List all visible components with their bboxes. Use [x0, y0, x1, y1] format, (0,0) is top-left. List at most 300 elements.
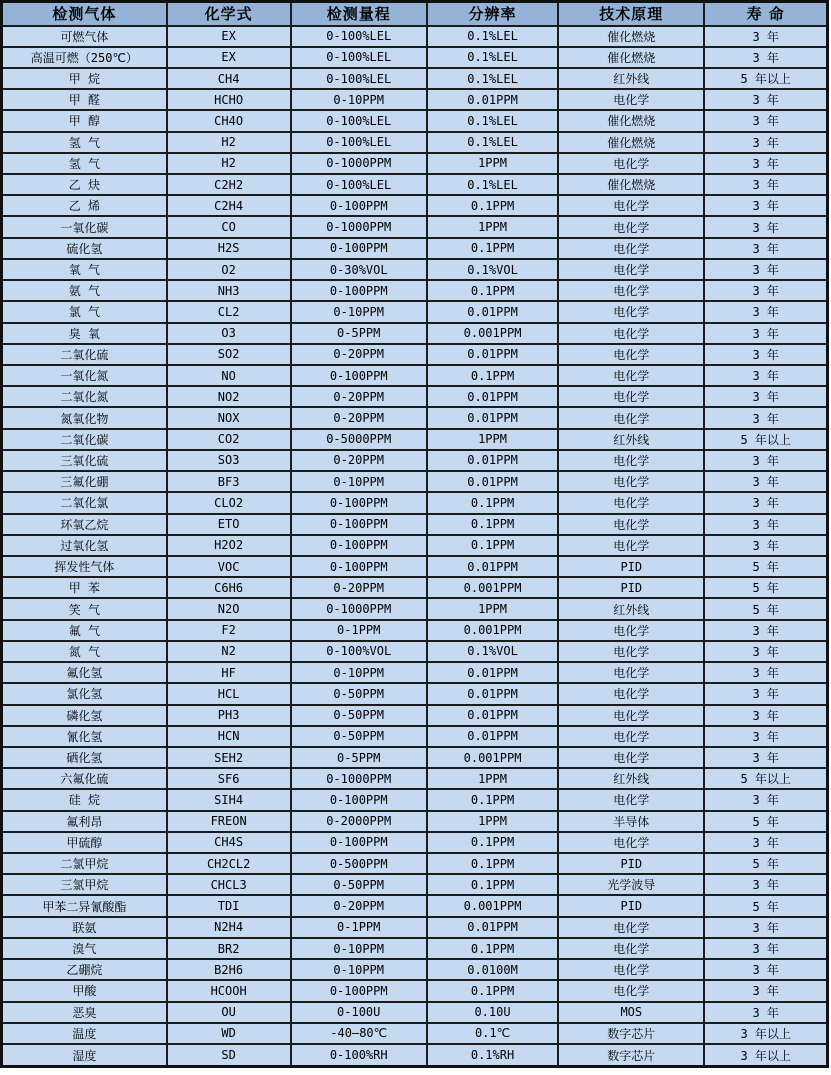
cell-gas-name: 甲 醛	[2, 89, 167, 110]
table-row	[2, 153, 828, 174]
cell-gas-name: 氢 气	[2, 153, 167, 174]
cell-lifespan: 3 年	[704, 874, 827, 895]
cell-formula: H2	[167, 132, 291, 153]
cell-range: 0-20PPM	[291, 344, 427, 365]
cell-principle: 电化学	[558, 492, 704, 513]
cell-formula: CHCL3	[167, 874, 291, 895]
table-row	[2, 811, 828, 832]
cell-gas-name: 甲硫醇	[2, 832, 167, 853]
cell-gas-name: 恶臭	[2, 1002, 167, 1023]
cell-range: 0-30%VOL	[291, 259, 427, 280]
table-row	[2, 1023, 828, 1044]
cell-lifespan: 3 年	[704, 174, 827, 195]
cell-formula: C6H6	[167, 577, 291, 598]
cell-resolution: 1PPM	[427, 811, 558, 832]
cell-principle: 电化学	[558, 344, 704, 365]
cell-principle: 电化学	[558, 238, 704, 259]
cell-lifespan: 3 年	[704, 110, 827, 131]
cell-formula: SO2	[167, 344, 291, 365]
cell-resolution: 0.1PPM	[427, 832, 558, 853]
cell-formula: NO	[167, 365, 291, 386]
cell-lifespan: 3 年以上	[704, 1044, 827, 1067]
cell-range: 0-20PPM	[291, 895, 427, 916]
cell-lifespan: 5 年	[704, 598, 827, 619]
cell-range: 0-10PPM	[291, 471, 427, 492]
cell-resolution: 0.1%LEL	[427, 47, 558, 68]
cell-lifespan: 3 年	[704, 938, 827, 959]
table-row	[2, 344, 828, 365]
cell-principle: 催化燃烧	[558, 110, 704, 131]
cell-formula: VOC	[167, 556, 291, 577]
cell-resolution: 1PPM	[427, 598, 558, 619]
cell-range: 0-100%LEL	[291, 47, 427, 68]
cell-lifespan: 5 年	[704, 811, 827, 832]
cell-resolution: 0.01PPM	[427, 556, 558, 577]
cell-principle: 电化学	[558, 386, 704, 407]
cell-resolution: 0.001PPM	[427, 323, 558, 344]
cell-principle: 红外线	[558, 68, 704, 89]
cell-range: 0-10PPM	[291, 938, 427, 959]
cell-lifespan: 3 年	[704, 238, 827, 259]
cell-principle: 电化学	[558, 89, 704, 110]
cell-lifespan: 3 年	[704, 620, 827, 641]
cell-gas-name: 氮氧化物	[2, 407, 167, 428]
cell-formula: CH4	[167, 68, 291, 89]
cell-lifespan: 3 年以上	[704, 1023, 827, 1044]
cell-principle: 电化学	[558, 938, 704, 959]
cell-range: 0-5000PPM	[291, 429, 427, 450]
cell-resolution: 0.1PPM	[427, 238, 558, 259]
cell-principle: 电化学	[558, 280, 704, 301]
table-row	[2, 853, 828, 874]
cell-gas-name: 甲 苯	[2, 577, 167, 598]
header-cell-lifespan: 寿 命	[704, 2, 827, 26]
cell-gas-name: 挥发性气体	[2, 556, 167, 577]
cell-principle: 电化学	[558, 620, 704, 641]
header-cell-range: 检测量程	[291, 2, 427, 26]
cell-range: 0-100PPM	[291, 280, 427, 301]
cell-principle: 红外线	[558, 768, 704, 789]
table-row	[2, 301, 828, 322]
cell-range: 0-50PPM	[291, 683, 427, 704]
table-row	[2, 641, 828, 662]
cell-lifespan: 3 年	[704, 662, 827, 683]
table-row	[2, 556, 828, 577]
cell-range: 0-100PPM	[291, 556, 427, 577]
cell-gas-name: 乙 烯	[2, 195, 167, 216]
cell-formula: O2	[167, 259, 291, 280]
cell-resolution: 0.01PPM	[427, 450, 558, 471]
cell-range: 0-20PPM	[291, 407, 427, 428]
table-row	[2, 980, 828, 1001]
cell-formula: TDI	[167, 895, 291, 916]
cell-lifespan: 3 年	[704, 471, 827, 492]
cell-gas-name: 一氧化碳	[2, 216, 167, 237]
cell-gas-name: 二氧化碳	[2, 429, 167, 450]
table-row	[2, 110, 828, 131]
cell-resolution: 1PPM	[427, 768, 558, 789]
cell-range: 0-100PPM	[291, 238, 427, 259]
cell-resolution: 0.001PPM	[427, 620, 558, 641]
header-cell-gas: 检测气体	[2, 2, 167, 26]
table-row	[2, 705, 828, 726]
cell-range: 0-100%LEL	[291, 26, 427, 47]
cell-formula: SD	[167, 1044, 291, 1067]
cell-gas-name: 氢 气	[2, 132, 167, 153]
cell-formula: F2	[167, 620, 291, 641]
cell-resolution: 1PPM	[427, 429, 558, 450]
cell-gas-name: 硫化氢	[2, 238, 167, 259]
cell-formula: HCOOH	[167, 980, 291, 1001]
cell-resolution: 0.01PPM	[427, 407, 558, 428]
cell-range: 0-50PPM	[291, 874, 427, 895]
cell-principle: PID	[558, 577, 704, 598]
table-row	[2, 535, 828, 556]
cell-formula: HCN	[167, 726, 291, 747]
cell-principle: 催化燃烧	[558, 47, 704, 68]
table-row	[2, 68, 828, 89]
table-row	[2, 216, 828, 237]
cell-formula: C2H2	[167, 174, 291, 195]
cell-gas-name: 甲酸	[2, 980, 167, 1001]
cell-range: 0-100%LEL	[291, 132, 427, 153]
cell-resolution: 1PPM	[427, 216, 558, 237]
cell-resolution: 0.1%LEL	[427, 110, 558, 131]
cell-resolution: 0.1%LEL	[427, 174, 558, 195]
table-row	[2, 492, 828, 513]
table-row	[2, 959, 828, 980]
table-row	[2, 895, 828, 916]
cell-range: 0-100%LEL	[291, 174, 427, 195]
cell-range: 0-5PPM	[291, 323, 427, 344]
cell-resolution: 0.1PPM	[427, 789, 558, 810]
cell-formula: SF6	[167, 768, 291, 789]
cell-range: 0-100PPM	[291, 980, 427, 1001]
cell-resolution: 1PPM	[427, 153, 558, 174]
cell-principle: 电化学	[558, 514, 704, 535]
cell-gas-name: 氨 气	[2, 280, 167, 301]
table-row	[2, 662, 828, 683]
table-row	[2, 768, 828, 789]
cell-gas-name: 笑 气	[2, 598, 167, 619]
cell-range: 0-100%VOL	[291, 641, 427, 662]
cell-resolution: 0.1℃	[427, 1023, 558, 1044]
cell-formula: C2H4	[167, 195, 291, 216]
cell-gas-name: 溴气	[2, 938, 167, 959]
cell-range: 0-100PPM	[291, 832, 427, 853]
cell-principle: 数字芯片	[558, 1044, 704, 1067]
cell-principle: 电化学	[558, 216, 704, 237]
cell-resolution: 0.001PPM	[427, 895, 558, 916]
cell-gas-name: 氯化氢	[2, 683, 167, 704]
cell-gas-name: 高温可燃（250℃）	[2, 47, 167, 68]
cell-principle: 电化学	[558, 832, 704, 853]
cell-gas-name: 甲 烷	[2, 68, 167, 89]
cell-principle: 半导体	[558, 811, 704, 832]
cell-gas-name: 三氟化硼	[2, 471, 167, 492]
cell-principle: 电化学	[558, 195, 704, 216]
table-row	[2, 726, 828, 747]
cell-range: 0-50PPM	[291, 705, 427, 726]
cell-lifespan: 3 年	[704, 683, 827, 704]
cell-resolution: 0.01PPM	[427, 917, 558, 938]
cell-gas-name: 二氯甲烷	[2, 853, 167, 874]
cell-lifespan: 3 年	[704, 216, 827, 237]
cell-formula: PH3	[167, 705, 291, 726]
cell-gas-name: 过氧化氢	[2, 535, 167, 556]
cell-principle: 电化学	[558, 365, 704, 386]
cell-formula: HCL	[167, 683, 291, 704]
cell-gas-name: 氮 气	[2, 641, 167, 662]
cell-lifespan: 3 年	[704, 789, 827, 810]
cell-lifespan: 3 年	[704, 323, 827, 344]
cell-range: 0-1000PPM	[291, 598, 427, 619]
cell-principle: 电化学	[558, 450, 704, 471]
cell-gas-name: 温度	[2, 1023, 167, 1044]
cell-lifespan: 3 年	[704, 280, 827, 301]
table-row	[2, 280, 828, 301]
table-row	[2, 238, 828, 259]
cell-formula: SEH2	[167, 747, 291, 768]
cell-lifespan: 3 年	[704, 726, 827, 747]
cell-principle: 电化学	[558, 705, 704, 726]
cell-resolution: 0.01PPM	[427, 301, 558, 322]
cell-formula: H2O2	[167, 535, 291, 556]
cell-gas-name: 环氧乙烷	[2, 514, 167, 535]
cell-resolution: 0.1%LEL	[427, 68, 558, 89]
cell-formula: WD	[167, 1023, 291, 1044]
cell-formula: CH4S	[167, 832, 291, 853]
cell-gas-name: 甲 醇	[2, 110, 167, 131]
cell-gas-name: 六氟化硫	[2, 768, 167, 789]
cell-lifespan: 3 年	[704, 641, 827, 662]
cell-resolution: 0.01PPM	[427, 89, 558, 110]
cell-gas-name: 二氧化氯	[2, 492, 167, 513]
cell-principle: 电化学	[558, 259, 704, 280]
cell-range: 0-10PPM	[291, 662, 427, 683]
table-row	[2, 386, 828, 407]
cell-range: -40—80℃	[291, 1023, 427, 1044]
cell-resolution: 0.1PPM	[427, 492, 558, 513]
cell-principle: 电化学	[558, 301, 704, 322]
cell-range: 0-20PPM	[291, 450, 427, 471]
cell-resolution: 0.1PPM	[427, 280, 558, 301]
cell-formula: EX	[167, 26, 291, 47]
cell-range: 0-100PPM	[291, 492, 427, 513]
cell-resolution: 0.01PPM	[427, 726, 558, 747]
cell-range: 0-100PPM	[291, 195, 427, 216]
cell-resolution: 0.1PPM	[427, 853, 558, 874]
table-row	[2, 26, 828, 47]
cell-lifespan: 3 年	[704, 747, 827, 768]
cell-lifespan: 3 年	[704, 344, 827, 365]
cell-gas-name: 硅 烷	[2, 789, 167, 810]
cell-range: 0-1PPM	[291, 917, 427, 938]
cell-lifespan: 3 年	[704, 89, 827, 110]
cell-formula: H2S	[167, 238, 291, 259]
cell-lifespan: 3 年	[704, 514, 827, 535]
cell-resolution: 0.1PPM	[427, 535, 558, 556]
cell-formula: CO2	[167, 429, 291, 450]
cell-principle: PID	[558, 556, 704, 577]
cell-gas-name: 湿度	[2, 1044, 167, 1067]
cell-lifespan: 3 年	[704, 1002, 827, 1023]
cell-principle: MOS	[558, 1002, 704, 1023]
table-row	[2, 323, 828, 344]
cell-resolution: 0.1%LEL	[427, 26, 558, 47]
cell-formula: CL2	[167, 301, 291, 322]
cell-gas-name: 氰化氢	[2, 726, 167, 747]
cell-principle: 电化学	[558, 747, 704, 768]
cell-resolution: 0.1PPM	[427, 980, 558, 1001]
cell-gas-name: 二氧化氮	[2, 386, 167, 407]
cell-range: 0-1000PPM	[291, 153, 427, 174]
header-cell-formula: 化学式	[167, 2, 291, 26]
cell-lifespan: 3 年	[704, 386, 827, 407]
cell-principle: 电化学	[558, 662, 704, 683]
cell-formula: ETO	[167, 514, 291, 535]
cell-gas-name: 联氨	[2, 917, 167, 938]
cell-gas-name: 臭 氧	[2, 323, 167, 344]
cell-resolution: 0.0100M	[427, 959, 558, 980]
table-row	[2, 89, 828, 110]
cell-resolution: 0.1%VOL	[427, 641, 558, 662]
cell-range: 0-1PPM	[291, 620, 427, 641]
cell-gas-name: 二氧化硫	[2, 344, 167, 365]
cell-principle: 电化学	[558, 959, 704, 980]
cell-range: 0-100PPM	[291, 514, 427, 535]
cell-gas-name: 三氧化硫	[2, 450, 167, 471]
header-cell-principle: 技术原理	[558, 2, 704, 26]
cell-formula: EX	[167, 47, 291, 68]
cell-range: 0-20PPM	[291, 577, 427, 598]
table-row	[2, 429, 828, 450]
cell-lifespan: 3 年	[704, 259, 827, 280]
cell-principle: 催化燃烧	[558, 174, 704, 195]
cell-resolution: 0.1PPM	[427, 938, 558, 959]
header-cell-resolution: 分辨率	[427, 2, 558, 26]
cell-principle: 电化学	[558, 407, 704, 428]
cell-resolution: 0.1%LEL	[427, 132, 558, 153]
table-row	[2, 747, 828, 768]
table-row	[2, 407, 828, 428]
cell-principle: 电化学	[558, 683, 704, 704]
cell-formula: O3	[167, 323, 291, 344]
cell-principle: 数字芯片	[558, 1023, 704, 1044]
cell-formula: SIH4	[167, 789, 291, 810]
cell-lifespan: 5 年以上	[704, 68, 827, 89]
cell-gas-name: 三氯甲烷	[2, 874, 167, 895]
table-row	[2, 938, 828, 959]
cell-principle: 电化学	[558, 980, 704, 1001]
cell-formula: OU	[167, 1002, 291, 1023]
cell-lifespan: 5 年	[704, 556, 827, 577]
cell-lifespan: 3 年	[704, 301, 827, 322]
cell-lifespan: 5 年	[704, 895, 827, 916]
cell-gas-name: 氧 气	[2, 259, 167, 280]
cell-formula: B2H6	[167, 959, 291, 980]
cell-range: 0-500PPM	[291, 853, 427, 874]
cell-formula: HCHO	[167, 89, 291, 110]
cell-range: 0-20PPM	[291, 386, 427, 407]
table-row	[2, 132, 828, 153]
cell-lifespan: 3 年	[704, 26, 827, 47]
cell-gas-name: 乙 炔	[2, 174, 167, 195]
cell-gas-name: 氯 气	[2, 301, 167, 322]
cell-principle: 电化学	[558, 917, 704, 938]
cell-lifespan: 5 年	[704, 577, 827, 598]
cell-formula: N2	[167, 641, 291, 662]
cell-formula: BR2	[167, 938, 291, 959]
cell-gas-name: 硒化氢	[2, 747, 167, 768]
cell-formula: N2H4	[167, 917, 291, 938]
cell-principle: 红外线	[558, 598, 704, 619]
cell-gas-name: 氟 气	[2, 620, 167, 641]
table-row	[2, 174, 828, 195]
cell-gas-name: 甲苯二异氰酸酯	[2, 895, 167, 916]
cell-formula: CO	[167, 216, 291, 237]
cell-range: 0-100PPM	[291, 789, 427, 810]
cell-lifespan: 3 年	[704, 980, 827, 1001]
cell-formula: HF	[167, 662, 291, 683]
cell-lifespan: 5 年以上	[704, 429, 827, 450]
cell-principle: 电化学	[558, 641, 704, 662]
cell-lifespan: 3 年	[704, 47, 827, 68]
table-row	[2, 259, 828, 280]
cell-resolution: 0.1PPM	[427, 195, 558, 216]
cell-range: 0-100%LEL	[291, 68, 427, 89]
cell-formula: CH2CL2	[167, 853, 291, 874]
cell-resolution: 0.01PPM	[427, 662, 558, 683]
cell-range: 0-100PPM	[291, 365, 427, 386]
cell-formula: N2O	[167, 598, 291, 619]
cell-gas-name: 乙硼烷	[2, 959, 167, 980]
cell-resolution: 0.01PPM	[427, 683, 558, 704]
cell-range: 0-100%LEL	[291, 110, 427, 131]
table-row	[2, 789, 828, 810]
header-row	[2, 2, 828, 26]
cell-resolution: 0.1%VOL	[427, 259, 558, 280]
cell-resolution: 0.01PPM	[427, 471, 558, 492]
table-row	[2, 620, 828, 641]
cell-lifespan: 3 年	[704, 132, 827, 153]
cell-range: 0-1000PPM	[291, 216, 427, 237]
cell-resolution: 0.10U	[427, 1002, 558, 1023]
cell-lifespan: 3 年	[704, 959, 827, 980]
cell-range: 0-50PPM	[291, 726, 427, 747]
cell-resolution: 0.1PPM	[427, 514, 558, 535]
cell-formula: H2	[167, 153, 291, 174]
cell-range: 0-2000PPM	[291, 811, 427, 832]
table-row	[2, 917, 828, 938]
cell-formula: NH3	[167, 280, 291, 301]
cell-principle: 催化燃烧	[558, 26, 704, 47]
cell-principle: 电化学	[558, 323, 704, 344]
cell-principle: PID	[558, 853, 704, 874]
cell-range: 0-100%RH	[291, 1044, 427, 1067]
cell-resolution: 0.001PPM	[427, 747, 558, 768]
table-row	[2, 874, 828, 895]
cell-resolution: 0.01PPM	[427, 344, 558, 365]
cell-range: 0-10PPM	[291, 301, 427, 322]
cell-lifespan: 3 年	[704, 195, 827, 216]
cell-resolution: 0.01PPM	[427, 386, 558, 407]
cell-lifespan: 3 年	[704, 535, 827, 556]
cell-range: 0-10PPM	[291, 89, 427, 110]
cell-lifespan: 3 年	[704, 153, 827, 174]
cell-gas-name: 可燃气体	[2, 26, 167, 47]
cell-resolution: 0.1PPM	[427, 365, 558, 386]
